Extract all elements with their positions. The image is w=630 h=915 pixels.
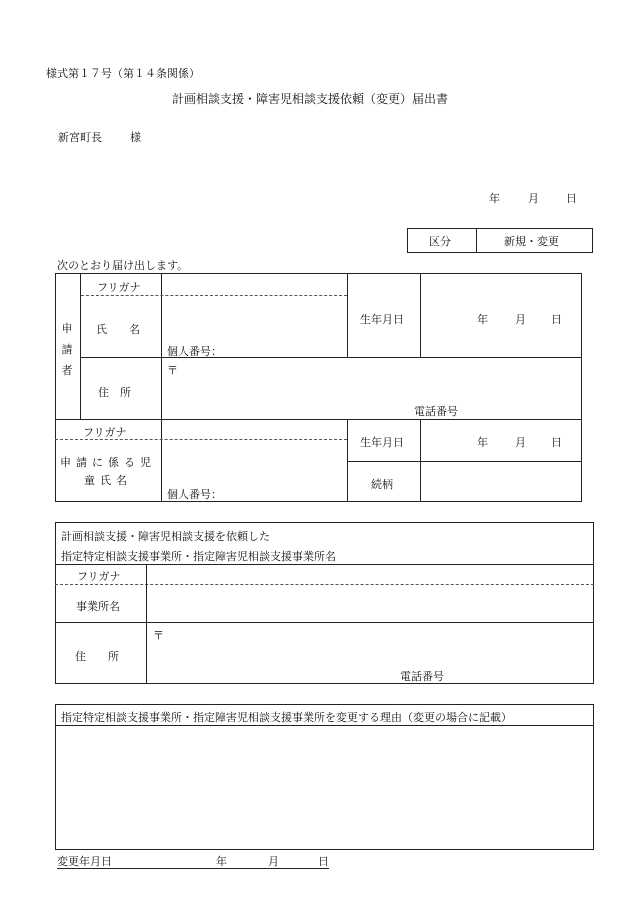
change-date-month: 月	[268, 855, 279, 868]
change-date-underline	[57, 868, 329, 869]
form-number: 様式第１７号（第１４条関係）	[46, 67, 200, 80]
applicant-birth-year: 年	[477, 313, 488, 326]
applicant-section-label: 申請者	[61, 322, 73, 377]
applicant-postal-mark: 〒	[167, 364, 178, 377]
applicant-phone-label: 電話番号	[414, 405, 458, 418]
page-title: 計画相談支援・障害児相談支援依頼（変更）届出書	[172, 92, 449, 106]
child-furigana-label: フリガナ	[83, 426, 127, 439]
applicant-birth-month: 月	[515, 313, 526, 326]
category-label: 区分	[429, 235, 451, 248]
addressee-honorific: 様	[130, 131, 141, 144]
applicant-birthdate-label: 生年月日	[360, 313, 404, 326]
applicant-address-label: 住 所	[98, 386, 131, 399]
category-divider	[476, 228, 477, 253]
office-heading-line2: 指定特定相談支援事業所・指定障害児相談支援事業所名	[61, 550, 336, 563]
intro-text: 次のとおり届け出します。	[57, 259, 189, 272]
office-address-label: 住 所	[75, 650, 119, 663]
office-phone-label: 電話番号	[400, 670, 444, 683]
child-name-label: 申請に係る児童氏名	[60, 456, 156, 487]
office-furigana-label: フリガナ	[77, 570, 121, 583]
office-heading-line1: 計画相談支援・障害児相談支援を依頼した	[61, 530, 270, 543]
applicant-furigana-label: フリガナ	[97, 281, 141, 294]
child-birth-month: 月	[515, 436, 526, 449]
change-date-year: 年	[216, 855, 227, 868]
date-month: 月	[528, 192, 539, 205]
child-birthdate-label: 生年月日	[360, 436, 404, 449]
applicant-name-label: 氏 名	[96, 323, 140, 336]
change-date-day: 日	[318, 855, 329, 868]
change-date-label: 変更年月日	[57, 855, 112, 868]
date-year: 年	[489, 192, 500, 205]
child-birth-day: 日	[551, 436, 562, 449]
office-table	[55, 522, 594, 684]
date-day: 日	[566, 192, 577, 205]
office-postal-mark: 〒	[153, 629, 164, 642]
office-name-label: 事業所名	[76, 600, 120, 613]
addressee-name: 新宮町長	[58, 131, 102, 144]
child-relation-label: 続柄	[371, 478, 393, 491]
applicant-mynumber-label: 個人番号：	[167, 345, 222, 358]
applicant-birth-day: 日	[551, 313, 562, 326]
reason-heading: 指定特定相談支援事業所・指定障害児相談支援事業所を変更する理由（変更の場合に記載）	[61, 711, 512, 724]
child-birth-year: 年	[477, 436, 488, 449]
child-mynumber-label: 個人番号：	[167, 488, 222, 501]
category-value[interactable]: 新規・変更	[504, 235, 559, 248]
